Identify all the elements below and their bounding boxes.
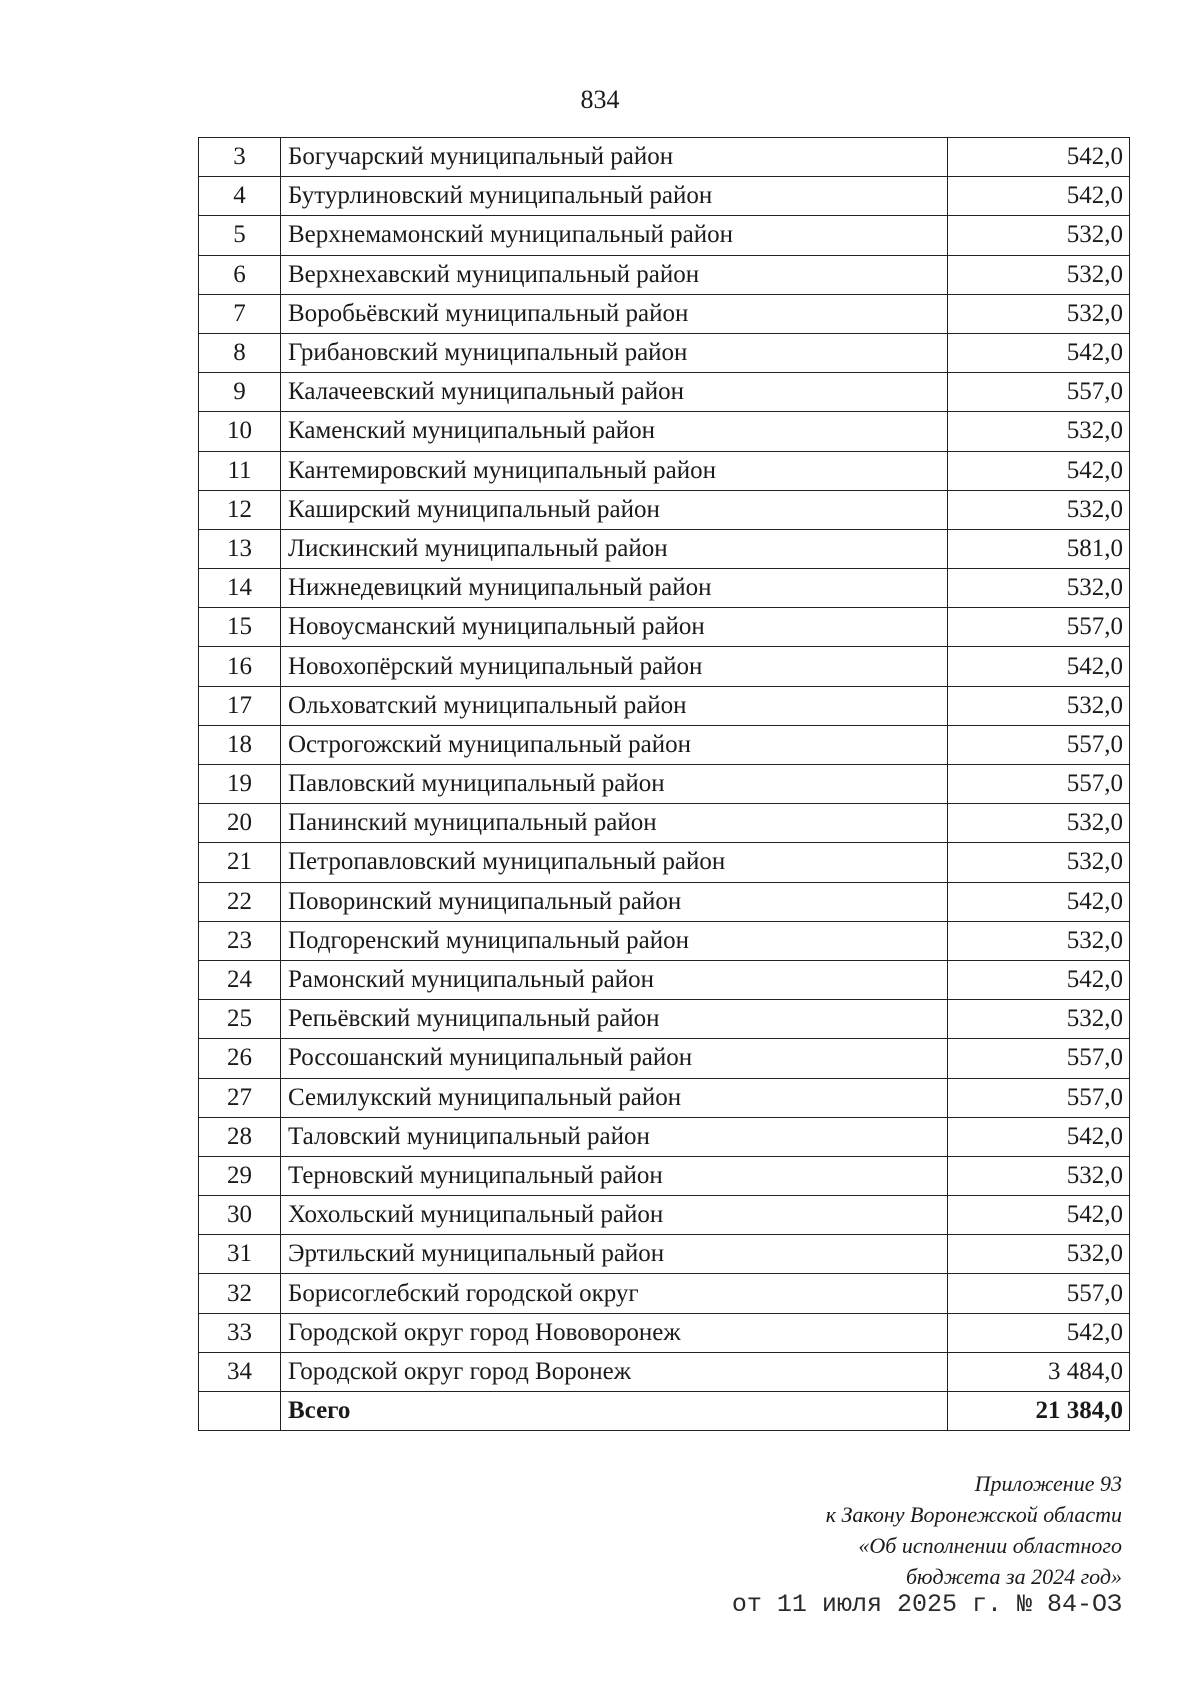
municipality-name: Рамонский муниципальный район <box>281 960 948 999</box>
row-number: 24 <box>199 960 281 999</box>
table-row <box>199 569 1130 608</box>
table-row <box>199 647 1130 686</box>
amount-value: 542,0 <box>948 1313 1130 1352</box>
municipality-name: Ольховатский муниципальный район <box>281 686 948 725</box>
amount-value: 532,0 <box>948 1000 1130 1039</box>
municipality-name: Лискинский муниципальный район <box>281 529 948 568</box>
amount-value: 3 484,0 <box>948 1352 1130 1391</box>
municipality-name: Петропавловский муниципальный район <box>281 843 948 882</box>
municipality-name: Калачеевский муниципальный район <box>281 373 948 412</box>
municipality-name: Кантемировский муниципальный район <box>281 451 948 490</box>
amount-value: 542,0 <box>948 451 1130 490</box>
amount-value: 542,0 <box>948 138 1130 177</box>
amount-value: 557,0 <box>948 608 1130 647</box>
row-number: 32 <box>199 1274 281 1313</box>
amount-value: 581,0 <box>948 529 1130 568</box>
amount-value: 532,0 <box>948 294 1130 333</box>
row-number: 27 <box>199 1078 281 1117</box>
row-number: 9 <box>199 373 281 412</box>
amount-value: 557,0 <box>948 725 1130 764</box>
municipality-name: Богучарский муниципальный район <box>281 138 948 177</box>
municipality-name: Городской округ город Воронеж <box>281 1352 948 1391</box>
municipality-name: Грибановский муниципальный район <box>281 333 948 372</box>
row-number: 30 <box>199 1196 281 1235</box>
municipality-name: Нижнедевицкий муниципальный район <box>281 569 948 608</box>
annex-heading <box>826 1468 1122 1592</box>
municipality-name: Каширский муниципальный район <box>281 490 948 529</box>
municipality-name: Бутурлиновский муниципальный район <box>281 177 948 216</box>
table-row <box>199 1313 1130 1352</box>
table-row <box>199 412 1130 451</box>
table-row <box>199 608 1130 647</box>
amount-value: 542,0 <box>948 333 1130 372</box>
annex-line-1: Приложение 93 <box>974 1471 1122 1496</box>
amount-value: 557,0 <box>948 1039 1130 1078</box>
table-row <box>199 216 1130 255</box>
total-value: 21 384,0 <box>948 1392 1130 1431</box>
row-number: 34 <box>199 1352 281 1391</box>
municipality-name: Панинский муниципальный район <box>281 804 948 843</box>
municipality-name: Терновский муниципальный район <box>281 1156 948 1195</box>
table-row <box>199 1078 1130 1117</box>
amount-value: 542,0 <box>948 1196 1130 1235</box>
row-number: 28 <box>199 1117 281 1156</box>
table-row <box>199 921 1130 960</box>
amount-value: 532,0 <box>948 490 1130 529</box>
amount-value: 532,0 <box>948 843 1130 882</box>
row-number: 17 <box>199 686 281 725</box>
table-row <box>199 373 1130 412</box>
row-number: 3 <box>199 138 281 177</box>
row-number: 18 <box>199 725 281 764</box>
table-row <box>199 451 1130 490</box>
table-row <box>199 1352 1130 1391</box>
table-row <box>199 686 1130 725</box>
municipality-name: Новоусманский муниципальный район <box>281 608 948 647</box>
amount-value: 532,0 <box>948 216 1130 255</box>
annex-line-4: бюджета за 2024 год» <box>905 1564 1122 1589</box>
row-number: 23 <box>199 921 281 960</box>
row-number: 19 <box>199 765 281 804</box>
amount-value: 557,0 <box>948 1274 1130 1313</box>
table-row <box>199 294 1130 333</box>
table-row <box>199 529 1130 568</box>
municipality-name: Россошанский муниципальный район <box>281 1039 948 1078</box>
table-row <box>199 177 1130 216</box>
amount-value: 542,0 <box>948 647 1130 686</box>
amount-value: 532,0 <box>948 569 1130 608</box>
municipality-name: Борисоглебский городской округ <box>281 1274 948 1313</box>
row-number: 25 <box>199 1000 281 1039</box>
table-row <box>199 138 1130 177</box>
row-number: 8 <box>199 333 281 372</box>
table-row <box>199 255 1130 294</box>
table-row <box>199 1196 1130 1235</box>
total-row <box>199 1392 1130 1431</box>
row-number: 22 <box>199 882 281 921</box>
table-row <box>199 1039 1130 1078</box>
table-row <box>199 333 1130 372</box>
table-row <box>199 1235 1130 1274</box>
amount-value: 532,0 <box>948 921 1130 960</box>
table-row <box>199 1274 1130 1313</box>
table-row <box>199 882 1130 921</box>
row-number: 7 <box>199 294 281 333</box>
table-body <box>199 138 1130 1431</box>
amount-value: 557,0 <box>948 765 1130 804</box>
amount-value: 542,0 <box>948 882 1130 921</box>
municipality-name: Острогожский муниципальный район <box>281 725 948 764</box>
table-row <box>199 1117 1130 1156</box>
municipality-name: Воробьёвский муниципальный район <box>281 294 948 333</box>
amount-value: 532,0 <box>948 686 1130 725</box>
municipality-name: Хохольский муниципальный район <box>281 1196 948 1235</box>
municipality-name: Городской округ город Нововоронеж <box>281 1313 948 1352</box>
row-number: 29 <box>199 1156 281 1195</box>
amount-value: 532,0 <box>948 255 1130 294</box>
amount-value: 542,0 <box>948 960 1130 999</box>
amount-value: 532,0 <box>948 1156 1130 1195</box>
table-row <box>199 1156 1130 1195</box>
total-label: Всего <box>281 1392 948 1431</box>
municipality-name: Верхнехавский муниципальный район <box>281 255 948 294</box>
budget-distribution-table <box>198 137 1130 1431</box>
amount-value: 557,0 <box>948 1078 1130 1117</box>
row-number: 15 <box>199 608 281 647</box>
municipality-name: Павловский муниципальный район <box>281 765 948 804</box>
row-number: 13 <box>199 529 281 568</box>
row-number: 5 <box>199 216 281 255</box>
municipality-name: Таловский муниципальный район <box>281 1117 948 1156</box>
row-number: 20 <box>199 804 281 843</box>
row-number: 33 <box>199 1313 281 1352</box>
municipality-name: Поворинский муниципальный район <box>281 882 948 921</box>
amount-value: 542,0 <box>948 1117 1130 1156</box>
municipality-name: Эртильский муниципальный район <box>281 1235 948 1274</box>
table-row <box>199 804 1130 843</box>
municipality-name: Верхнемамонский муниципальный район <box>281 216 948 255</box>
municipality-name: Репьёвский муниципальный район <box>281 1000 948 1039</box>
row-number: 6 <box>199 255 281 294</box>
amount-value: 532,0 <box>948 804 1130 843</box>
row-number: 12 <box>199 490 281 529</box>
row-number: 31 <box>199 1235 281 1274</box>
row-number: 10 <box>199 412 281 451</box>
table-row <box>199 725 1130 764</box>
table-row <box>199 843 1130 882</box>
table-row <box>199 765 1130 804</box>
table-row <box>199 490 1130 529</box>
row-number: 21 <box>199 843 281 882</box>
municipality-name: Семилукский муниципальный район <box>281 1078 948 1117</box>
annex-line-3: «Об исполнении областного <box>858 1533 1122 1558</box>
amount-value: 532,0 <box>948 1235 1130 1274</box>
municipality-name: Каменский муниципальный район <box>281 412 948 451</box>
row-number: 11 <box>199 451 281 490</box>
amount-value: 557,0 <box>948 373 1130 412</box>
row-number: 16 <box>199 647 281 686</box>
annex-line-2: к Закону Воронежской области <box>825 1502 1122 1527</box>
amount-value: 542,0 <box>948 177 1130 216</box>
row-number: 14 <box>199 569 281 608</box>
table-row <box>199 1000 1130 1039</box>
municipality-name: Подгоренский муниципальный район <box>281 921 948 960</box>
page-number: 834 <box>580 85 620 114</box>
row-number: 26 <box>199 1039 281 1078</box>
amount-value: 532,0 <box>948 412 1130 451</box>
municipality-name: Новохопёрский муниципальный район <box>281 647 948 686</box>
table-row <box>199 960 1130 999</box>
total-row-number <box>199 1392 281 1431</box>
law-date-stamp: от 11 июля 2025 г. № 84-ОЗ <box>731 1590 1122 1619</box>
row-number: 4 <box>199 177 281 216</box>
